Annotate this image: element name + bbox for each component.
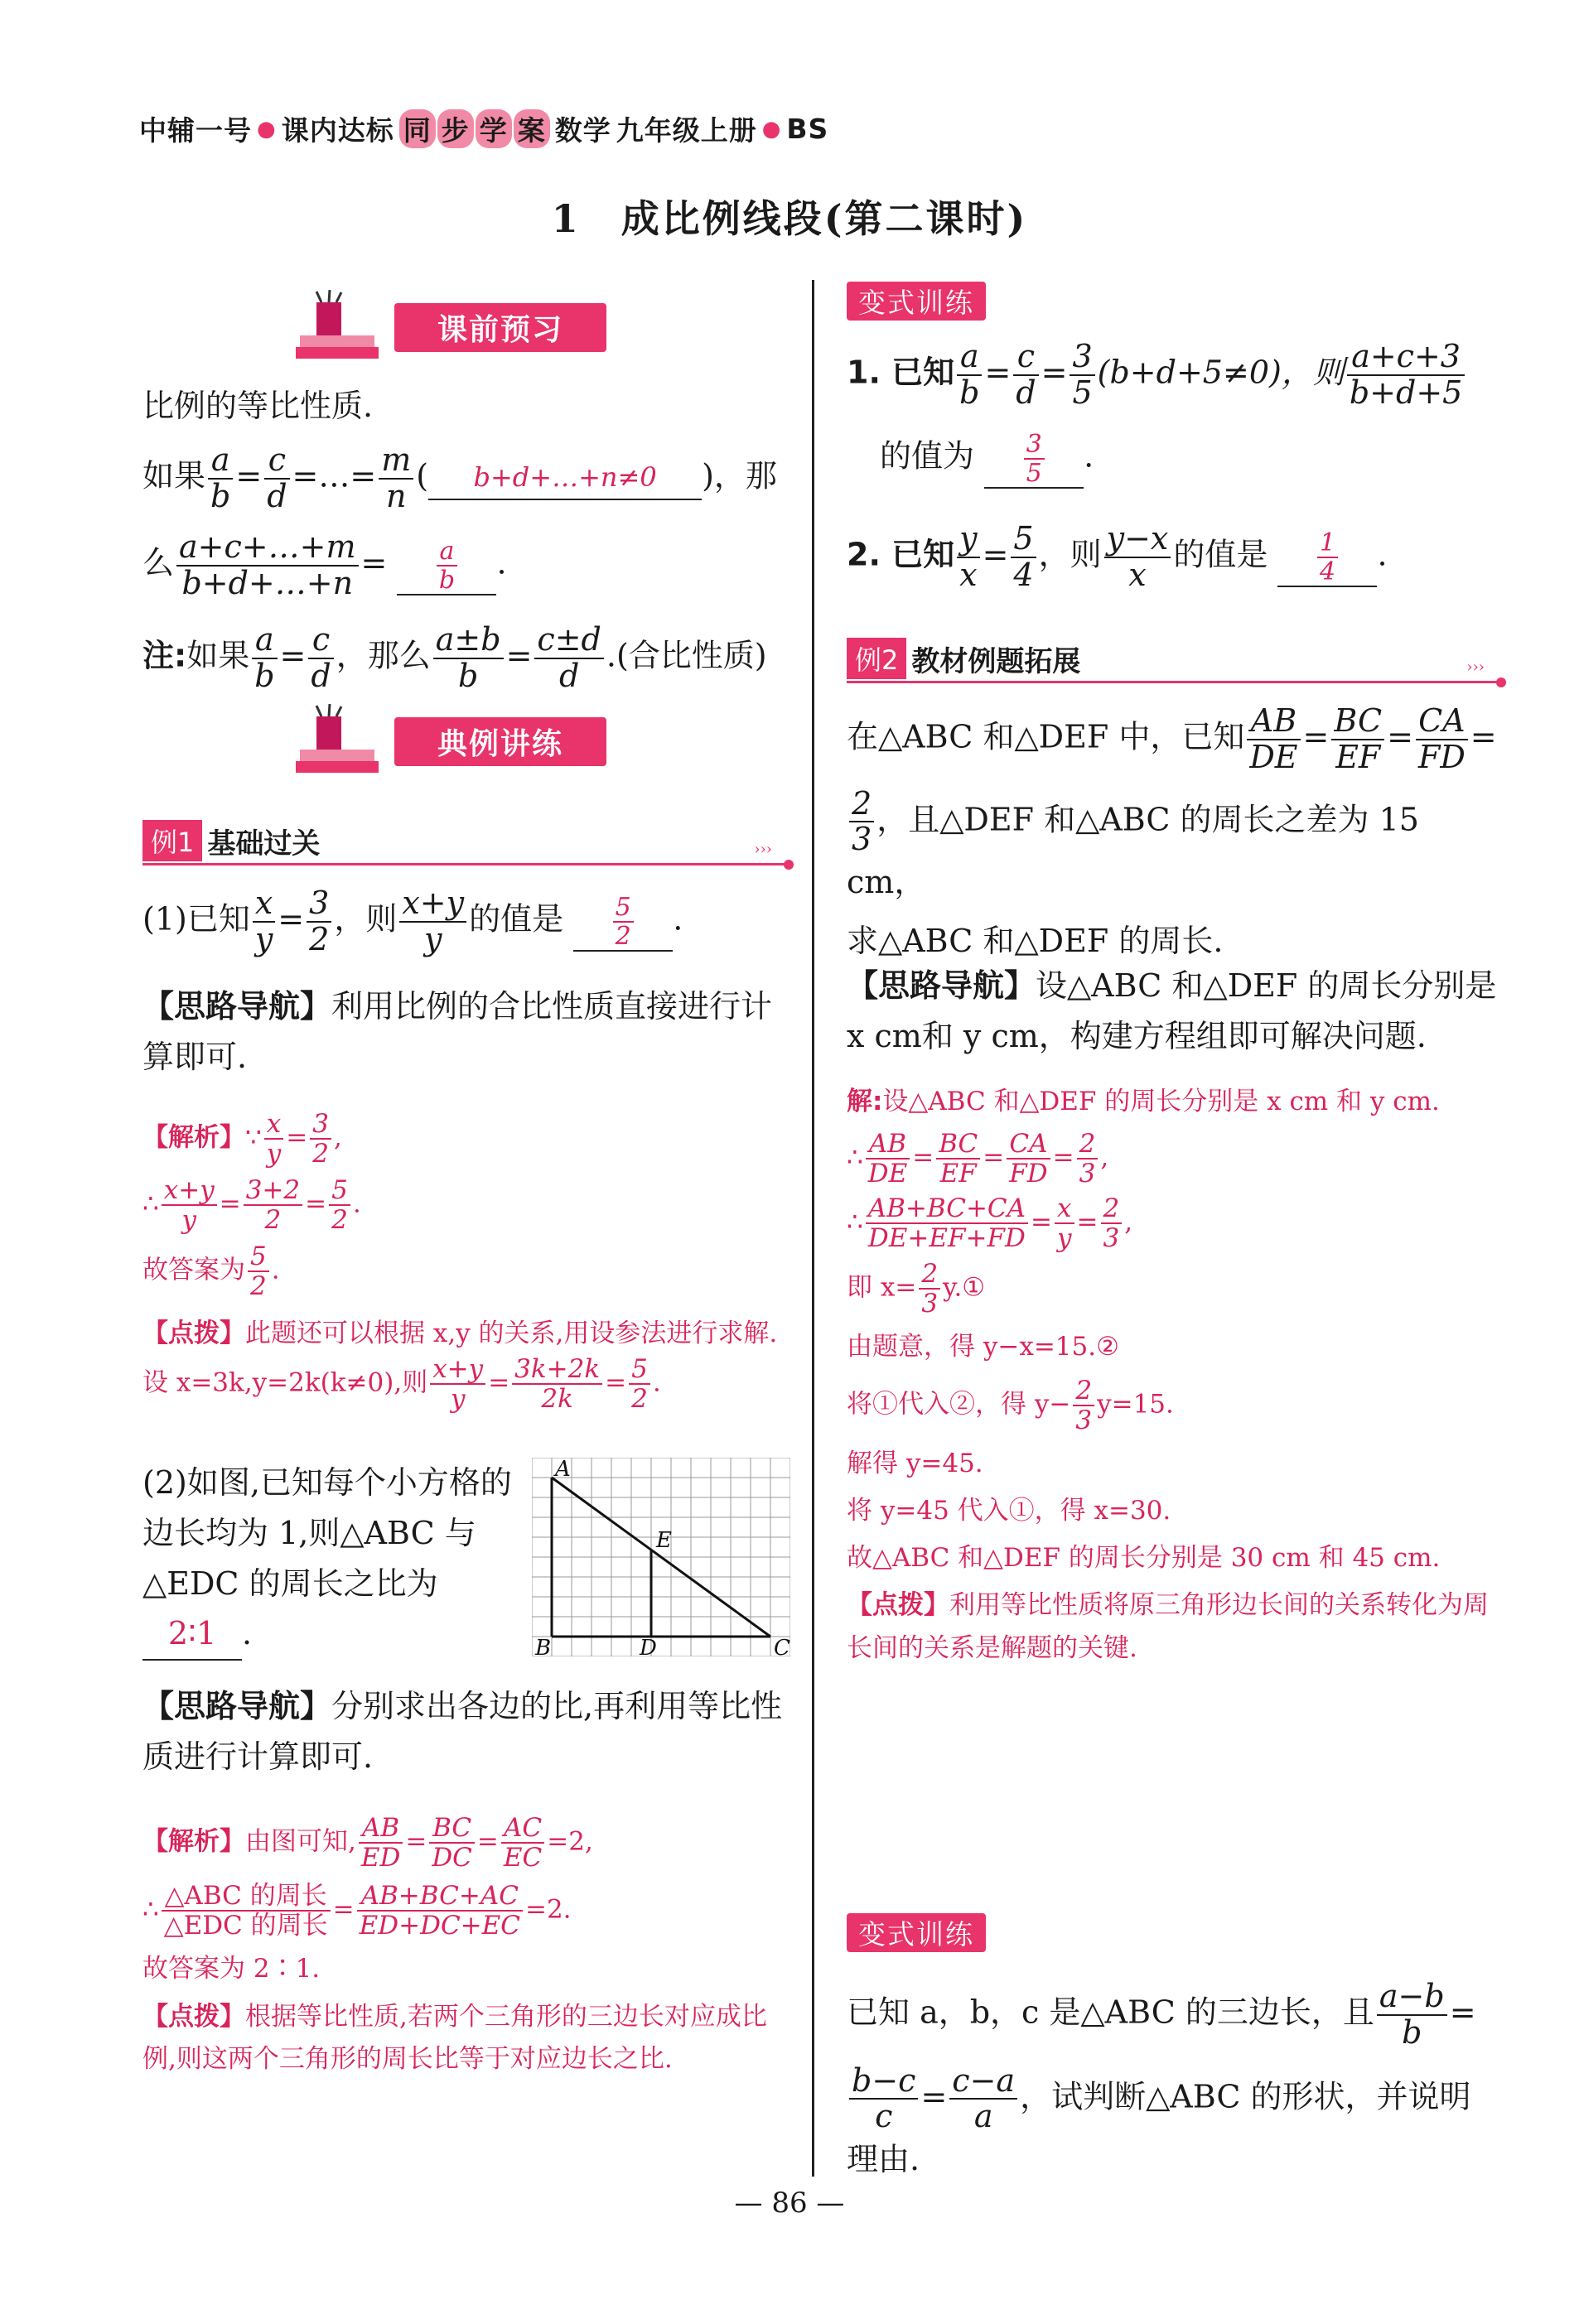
page-title: 1 成比例线段(第二课时) — [551, 196, 1028, 241]
sol-label: 解: — [847, 1087, 883, 1116]
preview-label: 课前预习 — [394, 303, 606, 352]
label-c: C — [774, 1636, 790, 1656]
text: 求△ABC 和△DEF 的周长. — [847, 922, 1224, 959]
text: ，则 — [1038, 536, 1102, 573]
text: .(合比性质) — [606, 637, 767, 674]
text: 1. 已知 — [847, 354, 955, 391]
example-tag: 例1 — [142, 820, 202, 861]
ex2-problem: 在△ABC 和△DEF 中，已知 $\frac{AB}{DE}$ = $\frac{BC}{EF}$ = $\frac{CA}{FD}$ = $\frac{2}{3}$ ，且△DEF 和△ABC 的周长之差为 15 cm， 求△ABC 和△DEF 的周长. — [847, 704, 1501, 967]
tip-label: 【点拨】 — [847, 1590, 949, 1621]
fraction: $\frac{a}{b}$ — [208, 443, 233, 514]
left-column — [142, 282, 790, 2074]
q1-solution — [142, 1110, 789, 1413]
text: (2)如图,已知每个小方格的边长均为 1,则△ABC 与△EDC 的周长之比为 — [142, 1464, 512, 1602]
tip — [847, 1584, 1501, 1669]
text: 即 x= — [847, 1272, 917, 1303]
preview-formula-2: 么 $\frac{a+c+\dots+m}{b+d+\dots+n}$ = $\frac{a}{b}$ . — [142, 528, 507, 601]
sol-line: ∴ $\frac{\text{△ABC 的周长}}{\text{△EDC 的周长}}$ = $\frac{AB+BC+AC}{ED+DC+EC}$ =2. — [142, 1881, 572, 1941]
fraction: $\frac{c}{d}$ — [264, 443, 289, 514]
fraction: $\frac{a+c+\dots+m}{b+d+\dots+n}$ — [176, 530, 359, 601]
sol-label: 【解析】 — [142, 1122, 245, 1153]
q2-guide — [142, 1681, 789, 1782]
tip: 【点拨】此题还可以根据 x,y 的关系,用设参法进行求解.设 x=3k,y=2k(k≠0),则 $\frac{x+y}{y}$ = $\frac{3k+2k}{2k}$ = $\frac{5}{2}$ . — [142, 1318, 778, 1414]
fraction: $\frac{a\pm b}{b}$ — [433, 623, 504, 694]
guide-label: 【思路导航】 — [847, 967, 1036, 1004]
sol-line: 由题意，得 y−x=15.② — [847, 1331, 1119, 1362]
sol-line: 故答案为 $\frac{5}{2}$ . — [142, 1242, 280, 1302]
text: 的值为 — [880, 437, 975, 475]
sol-line: 将①代入②，得 y− $\frac{2}{3}$ y=15. — [847, 1375, 1174, 1435]
preview-formula-1: 如果 $\frac{a}{b}$ = $\frac{c}{d}$ =…= $\frac{m}{n}$ ( b+d+…+n≠0 )，那 — [142, 441, 777, 514]
frac-num: △ABC 的周长 — [162, 1882, 331, 1912]
books-icon — [292, 290, 383, 364]
text: ，试判断△ABC 的形状，并说明理由. — [847, 2077, 1471, 2178]
answer-num: a — [437, 538, 457, 567]
ex2-solution — [847, 1081, 1501, 1670]
sol-line: 故答案为 2∶1. — [142, 1954, 321, 1984]
hl-char: 步 — [437, 109, 474, 148]
text: y=15. — [1097, 1389, 1174, 1420]
tip-label: 【点拨】 — [142, 1318, 245, 1348]
sol-line: 即 x= $\frac{2}{3}$ y.① — [847, 1258, 986, 1319]
text: 故答案为 — [142, 1255, 245, 1285]
text: 根据等比性质,若两个三角形的三边长对应成比例,则这两个三角形的周长比等于对应边长之比. — [142, 2001, 767, 2074]
text: 的值是 — [1173, 536, 1268, 573]
text: )，那 — [702, 457, 777, 494]
example1-header — [142, 820, 789, 865]
text: 的值是 — [469, 900, 564, 938]
text: 如果 — [186, 637, 250, 674]
answer-num: 5 — [613, 894, 634, 923]
text: 设△ABC 和△DEF 的周长分别是 x cm和 y cm，构建方程组即可解决问题. — [847, 967, 1497, 1054]
edition: BS — [786, 113, 829, 145]
q1: (1)已知 $\frac{x}{y}$ = $\frac{3}{2}$ ，则 $\frac{x+y}{y}$ 的值是 $\frac{5}{2}$ . — [142, 885, 683, 957]
text: 设△ABC 和△DEF 的周长分别是 x cm 和 y cm. — [882, 1087, 1440, 1116]
sol-line: 故△ABC 和△DEF 的周长分别是 30 cm 和 45 cm. — [847, 1543, 1441, 1574]
text: ，则 — [334, 900, 398, 938]
text: 将①代入②，得 y− — [847, 1389, 1071, 1420]
frac-den: △EDC 的周长 — [163, 1911, 328, 1941]
answer-blank — [397, 538, 496, 595]
text: 2. 已知 — [847, 536, 955, 573]
text: y.① — [943, 1272, 986, 1303]
text: 由图可知, — [245, 1826, 356, 1857]
preview-intro: 比例的等比性质. — [142, 388, 374, 424]
v2-problem: 已知 a，b，c 是△ABC 的三边长，且 $\frac{a-b}{b}$ = $\frac{b-c}{c}$ = $\frac{c-a}{a}$ ，试判断△ABC 的形状，并说明理由. — [847, 1978, 1476, 2178]
page-header — [139, 109, 828, 148]
brand: 中辅一号 — [139, 114, 252, 147]
column-divider — [812, 280, 814, 2177]
fraction: $\frac{c\pm d}{d}$ — [534, 623, 603, 694]
text: 已知 a，b，c 是△ABC 的三边长，且 — [847, 1994, 1374, 2031]
arrows-icon: ››› — [1466, 658, 1485, 676]
examples-label: 典例讲练 — [394, 717, 606, 766]
answer-den: b — [438, 565, 456, 595]
series-highlight — [399, 109, 550, 148]
label-a: A — [555, 1458, 571, 1482]
examples-banner — [292, 704, 789, 779]
preview-banner — [292, 290, 789, 364]
q2-solution — [142, 1814, 789, 2081]
sol-line: ∴ $\frac{AB+BC+CA}{DE+EF+FD}$ = $\frac{x}{y}$ = $\frac{2}{3}$ , — [847, 1193, 1133, 1254]
variant-label: 变式训练 — [847, 1913, 986, 1952]
sol-line: 【解析】由图可知, $\frac{AB}{ED}$ = $\frac{BC}{DC}$ = $\frac{AC}{EC}$ =2, — [142, 1813, 593, 1873]
hl-char: 学 — [476, 109, 512, 148]
tip-label: 【点拨】 — [142, 2001, 245, 2032]
variant-label: 变式训练 — [847, 282, 986, 321]
arrows-icon: ››› — [754, 841, 772, 858]
sol-line: ∴ $\frac{AB}{DE}$ = $\frac{BC}{EF}$ = $\frac{CA}{FD}$ = $\frac{2}{3}$ , — [847, 1129, 1109, 1189]
hl-char: 案 — [514, 109, 550, 148]
text: 分别求出各边的比,再利用等比性质进行计算即可. — [142, 1688, 783, 1775]
answer-blank — [573, 894, 673, 952]
text: =2, — [547, 1826, 593, 1857]
bullet-icon: ● — [761, 116, 782, 142]
note: 注:如果 $\frac{a}{b}$ = $\frac{c}{d}$ ，那么 $\frac{a\pm b}{b}$ = $\frac{c\pm d}{d}$ .(合比性质) — [142, 621, 767, 694]
condition-blank: b+d+…+n≠0 — [428, 456, 702, 500]
fraction: $\frac{a}{b}$ — [252, 623, 277, 694]
ex2-guide — [847, 961, 1501, 1062]
answer-num: 3 — [1024, 431, 1045, 460]
guide-label: 【思路导航】 — [142, 1688, 332, 1724]
guide-label: 【思路导航】 — [142, 988, 332, 1025]
q2: (2)如图,已知每个小方格的边长均为 1,则△ABC 与△EDC 的周长之比为2∶1 . — [142, 1458, 532, 1661]
text: 么 — [142, 544, 175, 581]
label-b: B — [535, 1636, 552, 1656]
r1: 1. 已知 $\frac{a}{b}$ = $\frac{c}{d}$ = $\frac{3}{5}$ (b+d+5≠0)，则 $\frac{a+c+3}{b+d+5}$ — [847, 340, 1501, 411]
sol-line: 【解析】∵ $\frac{x}{y}$ = $\frac{3}{2}$ , — [142, 1109, 342, 1169]
example2-header — [847, 638, 1501, 683]
q1-guide — [142, 981, 789, 1082]
subject: 数学 — [554, 114, 611, 147]
fraction: $\frac{c}{d}$ — [308, 623, 333, 694]
hl-char: 同 — [399, 109, 436, 148]
variant1-header — [847, 282, 1501, 321]
page-number: — 86 — — [734, 2187, 845, 2220]
tip — [142, 1996, 789, 2081]
text: ，且△DEF 和△ABC 的周长之差为 15 cm， — [847, 800, 1419, 901]
r2: 2. 已知 $\frac{y}{x}$ = $\frac{5}{4}$ ，则 $\frac{y-x}{x}$ 的值是 $\frac{1}{4}$ . — [847, 520, 1388, 593]
note-label: 注: — [142, 637, 187, 674]
text: (1)已知 — [142, 900, 250, 938]
text: 在△ABC 和△DEF 中，已知 — [847, 718, 1245, 755]
variant2-header — [847, 1913, 1501, 1952]
answer-den: 4 — [1319, 557, 1336, 586]
sol-label: 【解析】 — [142, 1826, 245, 1857]
text: ，那么 — [336, 637, 431, 674]
example-tag: 例2 — [847, 638, 906, 679]
books-icon — [292, 704, 383, 779]
text: 此题还可以根据 x,y 的关系,用设参法进行求解.设 x=3k,y=2k(k≠0),则 — [142, 1318, 778, 1398]
answer-den: 2 — [615, 921, 631, 951]
text: 利用等比性质将原三角形边长间的关系转化为周长间的关系是解题的关键. — [847, 1590, 1489, 1663]
example-name: 教材例题拓展 — [911, 644, 1081, 678]
text: (b+d+5≠0)，则 — [1097, 354, 1345, 391]
answer-den: 5 — [1026, 459, 1042, 488]
label-d: D — [640, 1636, 657, 1656]
text: 利用比例的合比性质直接进行计算即可. — [142, 988, 773, 1075]
text: 如果 — [142, 457, 206, 494]
answer-blank — [984, 431, 1084, 489]
sol-line — [847, 1081, 1501, 1123]
answer-blank — [1277, 529, 1377, 587]
grid-figure — [532, 1458, 790, 1656]
dot-icon — [1496, 677, 1506, 687]
example-name: 基础过关 — [207, 827, 321, 861]
answer-blank: 2∶1 — [142, 1608, 242, 1661]
series: 课内达标 — [281, 114, 394, 147]
bullet-icon: ● — [257, 116, 277, 142]
fraction: $\frac{m}{n}$ — [379, 443, 413, 514]
answer-num: 1 — [1317, 529, 1338, 558]
sol-line: ∴ $\frac{x+y}{y}$ = $\frac{3+2}{2}$ = $\frac{5}{2}$ . — [142, 1175, 361, 1236]
sol-line: 将 y=45 代入①，得 x=30. — [847, 1496, 1171, 1526]
r1-value: 的值为 $\frac{3}{5}$ . — [880, 430, 1094, 488]
right-column — [847, 282, 1501, 2178]
dot-icon — [784, 860, 794, 870]
grade: 九年级上册 — [616, 114, 757, 147]
label-e: E — [656, 1528, 672, 1553]
sol-line: 解得 y=45. — [847, 1449, 983, 1479]
